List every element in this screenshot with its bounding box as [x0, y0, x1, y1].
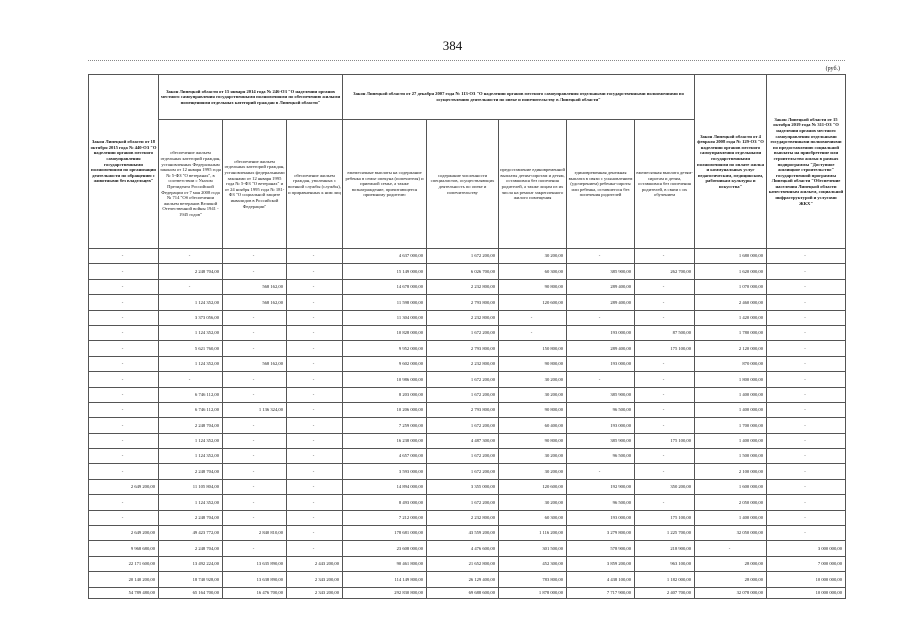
table-cell: 178 681 000,00: [343, 526, 427, 541]
table-cell: 2 343 200,00: [287, 572, 343, 587]
table-cell: -: [89, 418, 159, 433]
table-cell: -: [287, 510, 343, 525]
table-cell: 4 438 100,00: [567, 572, 635, 587]
table-cell: 65 164 700,00: [159, 587, 223, 598]
table-cell: 2 649 200,00: [89, 526, 159, 541]
table-cell: 90 800,00: [499, 279, 567, 294]
table-row: [89, 372, 846, 387]
table-cell: -: [89, 264, 159, 279]
table-row: [89, 479, 846, 494]
table-cell: -: [89, 433, 159, 448]
table-cell: -: [159, 249, 223, 264]
table-cell: 2 050 000,00: [695, 495, 767, 510]
table-cell: 1 700 000,00: [695, 418, 767, 433]
page-number: 384: [442, 38, 463, 53]
table-cell: 32 050 000,00: [695, 526, 767, 541]
table-cell: 289 400,00: [567, 341, 635, 356]
table-cell: 120 600,00: [499, 295, 567, 310]
table-cell: 568 162,00: [223, 356, 287, 371]
table-cell: -: [767, 387, 846, 402]
table-cell: 218 900,00: [635, 541, 695, 556]
table-row: [89, 572, 846, 587]
table-cell: 10 000 000,00: [767, 587, 846, 598]
table-cell: 2 100 000,00: [695, 464, 767, 479]
table-cell: -: [223, 372, 287, 387]
table-cell: -: [567, 372, 635, 387]
table-cell: -: [89, 464, 159, 479]
table-cell: -: [89, 387, 159, 402]
table-cell: -: [223, 387, 287, 402]
table-cell: 2 248 704,00: [159, 464, 223, 479]
table-cell: 385 900,00: [567, 264, 635, 279]
table-row: [89, 325, 846, 340]
table-cell: 96 500,00: [567, 449, 635, 464]
table-cell: 9 968 680,00: [89, 541, 159, 556]
table-cell: 2 232 800,00: [427, 356, 499, 371]
table-cell: 452 300,00: [499, 556, 567, 571]
table-cell: -: [89, 310, 159, 325]
table-cell: 11 598 000,00: [343, 295, 427, 310]
table-cell: 90 800,00: [499, 433, 567, 448]
table-cell: 2 649 200,00: [89, 479, 159, 494]
table-cell: 30 200,00: [499, 249, 567, 264]
table-cell: 4 476 600,00: [427, 541, 499, 556]
table-cell: 32 078 000,00: [695, 587, 767, 598]
table-cell: 175 100,00: [635, 341, 695, 356]
table-row: [89, 541, 846, 556]
table-cell: 1 780 000,00: [695, 325, 767, 340]
table-cell: 1 124 352,00: [159, 449, 223, 464]
table-cell: 1 124 352,00: [159, 295, 223, 310]
group-header-guardianship: Закон Липецкой области от 27 декабря 2007 года № 113-ОЗ "О наделении органов местного самоуправления отдельными государственными полномочиями по осуществлению деятельности по опеке и попечительству в Липецкой области": [343, 75, 695, 120]
table-cell: -: [89, 341, 159, 356]
table-cell: -: [287, 402, 343, 417]
table-cell: -: [635, 387, 695, 402]
table-cell: -: [89, 449, 159, 464]
table-cell: 30 200,00: [499, 449, 567, 464]
table-row: [89, 449, 846, 464]
table-cell: 22 171 600,00: [89, 556, 159, 571]
table-cell: 1 400 000,00: [695, 510, 767, 525]
table-cell: -: [635, 372, 695, 387]
table-cell: 18 740 928,00: [159, 572, 223, 587]
table-cell: -: [767, 372, 846, 387]
table-cell: 10 000 000,00: [767, 572, 846, 587]
table-cell: -: [767, 341, 846, 356]
table-cell: 2 840 810,00: [223, 526, 287, 541]
table-cell: 96 500,00: [567, 402, 635, 417]
table-cell: 13 492 224,00: [159, 556, 223, 571]
table-cell: -: [89, 495, 159, 510]
table-cell: 2 443 200,00: [287, 556, 343, 571]
table-cell: -: [635, 356, 695, 371]
table-cell: 26 129 400,00: [427, 572, 499, 587]
table-cell: 8 203 000,00: [343, 387, 427, 402]
table-body: [89, 249, 846, 599]
table-cell: -: [223, 464, 287, 479]
table-cell: -: [287, 372, 343, 387]
table-cell: 13 635 890,00: [223, 556, 287, 571]
table-cell: -: [223, 249, 287, 264]
table-cell: -: [635, 249, 695, 264]
table-cell: 6 026 700,00: [427, 264, 499, 279]
table-cell: -: [223, 449, 287, 464]
table-cell: 1 672 200,00: [427, 495, 499, 510]
table-cell: -: [767, 325, 846, 340]
table-cell: 10 206 000,00: [343, 402, 427, 417]
table-row: [89, 402, 846, 417]
table-cell: 21 652 800,00: [427, 556, 499, 571]
table-cell: -: [89, 510, 159, 525]
table-cell: -: [287, 479, 343, 494]
table-cell: 1 600 000,00: [695, 479, 767, 494]
table-cell: 1 680 000,00: [695, 249, 767, 264]
table-cell: 6 746 112,00: [159, 402, 223, 417]
table-cell: -: [767, 295, 846, 310]
table-cell: 150 800,00: [499, 341, 567, 356]
table-cell: 292 830 800,00: [343, 587, 427, 598]
table-cell: 60 400,00: [499, 418, 567, 433]
table-cell: -: [499, 325, 567, 340]
col-header-9: Закон Липецкой области от 4 февраля 2008 года № 129-ОЗ "О наделении органов местного самоуправления отдельными государственными полномочиями по оплате жилья и коммунальных услуг педагогическим, медицинским, работникам культуры и искусства": [695, 75, 767, 249]
table-cell: -: [567, 249, 635, 264]
table-row: [89, 341, 846, 356]
table-cell: 1 124 352,00: [159, 325, 223, 340]
col-header-0: Закон Липецкой области от 18 октября 2015 года № 440-ОЗ "О наделении органов местного самоуправления государственными полномочиями по организации деятельности по обращению с животными без владельцев": [89, 75, 159, 249]
table-row: [89, 279, 846, 294]
col-header-4: ежемесячные выплаты на содержание ребенка в семье опекуна (попечителя) и приемной семье, а также вознаграждение, причитающееся приемному родителю: [343, 120, 427, 249]
table-row: [89, 418, 846, 433]
table-cell: 3 355 000,00: [427, 479, 499, 494]
table-row: [89, 587, 846, 598]
table-cell: -: [635, 418, 695, 433]
table-cell: 1 672 200,00: [427, 387, 499, 402]
table-cell: 193 000,00: [567, 510, 635, 525]
table-cell: 7 000 000,00: [767, 556, 846, 571]
table-cell: -: [223, 264, 287, 279]
table-cell: 60 300,00: [499, 510, 567, 525]
table-cell: -: [499, 310, 567, 325]
table-cell: -: [767, 279, 846, 294]
table-cell: 9 602 000,00: [343, 356, 427, 371]
col-header-8: ежемесячная выплата детям-сиротам и детям, оставшимся без попечения родителей, в связи с их обучением: [635, 120, 695, 249]
table-cell: 30 200,00: [499, 495, 567, 510]
table-cell: 1 672 200,00: [427, 449, 499, 464]
table-cell: -: [767, 310, 846, 325]
table-cell: 2 793 800,00: [427, 295, 499, 310]
table-cell: 87 500,00: [635, 325, 695, 340]
table-cell: -: [767, 526, 846, 541]
table-cell: -: [767, 510, 846, 525]
table-cell: 350 200,00: [635, 479, 695, 494]
table-cell: -: [767, 249, 846, 264]
table-cell: 8 493 000,00: [343, 495, 427, 510]
table-cell: 7 212 000,00: [343, 510, 427, 525]
table-cell: -: [287, 295, 343, 310]
table-cell: 96 500,00: [567, 495, 635, 510]
table-row: [89, 556, 846, 571]
table-cell: -: [287, 310, 343, 325]
table-cell: -: [89, 249, 159, 264]
table-cell: -: [89, 402, 159, 417]
table-row: [89, 295, 846, 310]
table-cell: -: [287, 433, 343, 448]
table-cell: -: [287, 341, 343, 356]
table-cell: -: [635, 449, 695, 464]
table-cell: -: [287, 541, 343, 556]
table-cell: 11 105 804,00: [159, 479, 223, 494]
table-cell: 90 800,00: [499, 356, 567, 371]
table-cell: 1 116 200,00: [499, 526, 567, 541]
table-cell: -: [89, 372, 159, 387]
table-cell: 7 717 900,00: [567, 587, 635, 598]
table-cell: -: [287, 279, 343, 294]
table-cell: 1 182 000,00: [635, 572, 695, 587]
table-cell: -: [767, 449, 846, 464]
table-cell: 2 232 800,00: [427, 310, 499, 325]
table-cell: 13 638 890,00: [223, 572, 287, 587]
table-cell: 11 304 000,00: [343, 310, 427, 325]
table-cell: 385 900,00: [567, 433, 635, 448]
table-cell: 6 746 112,00: [159, 387, 223, 402]
table-row: [89, 310, 846, 325]
table-cell: -: [223, 310, 287, 325]
table-cell: 1 400 000,00: [695, 387, 767, 402]
table-cell: 289 400,00: [567, 295, 635, 310]
table-cell: 568 162,00: [223, 279, 287, 294]
header-dotted-line: [88, 60, 845, 69]
col-header-6: предоставление единовременной выплаты детям-сиротам и детям, оставшимся без попечения родителей, а также лицам из их числа на ремонт закрепленного жилого помещения: [499, 120, 567, 249]
table-row: [89, 510, 846, 525]
table-cell: -: [767, 433, 846, 448]
table-cell: 1 070 000,00: [695, 279, 767, 294]
table-cell: 1 620 000,00: [695, 264, 767, 279]
table-cell: 1 672 200,00: [427, 418, 499, 433]
table-cell: 10 828 000,00: [343, 325, 427, 340]
table-cell: -: [635, 464, 695, 479]
table-cell: 90 461 800,00: [343, 556, 427, 571]
table-cell: -: [767, 479, 846, 494]
table-cell: -: [287, 264, 343, 279]
table-cell: -: [287, 387, 343, 402]
table-cell: 5 621 760,00: [159, 341, 223, 356]
table-cell: 1 136 324,00: [223, 402, 287, 417]
table-cell: 963 100,00: [635, 556, 695, 571]
table-cell: 262 700,00: [635, 264, 695, 279]
table-cell: -: [635, 279, 695, 294]
table-cell: 1 672 200,00: [427, 249, 499, 264]
table-cell: 578 900,00: [567, 541, 635, 556]
table-cell: 2 232 800,00: [427, 510, 499, 525]
table-cell: 14 894 000,00: [343, 479, 427, 494]
table-cell: 193 000,00: [567, 356, 635, 371]
table-cell: 1 124 352,00: [159, 356, 223, 371]
table-cell: -: [567, 310, 635, 325]
table-cell: -: [89, 356, 159, 371]
table-cell: -: [287, 495, 343, 510]
table-cell: 1 672 200,00: [427, 325, 499, 340]
table-cell: 2 248 704,00: [159, 264, 223, 279]
table-cell: 120 600,00: [499, 479, 567, 494]
table-cell: 49 423 772,00: [159, 526, 223, 541]
table-cell: 1 124 352,00: [159, 433, 223, 448]
table-cell: 30 200,00: [499, 387, 567, 402]
table-cell: -: [223, 495, 287, 510]
table-cell: 4 487 300,00: [427, 433, 499, 448]
table-cell: 1 672 200,00: [427, 464, 499, 479]
table-cell: 54 789 480,00: [89, 587, 159, 598]
table-cell: 15 149 000,00: [343, 264, 427, 279]
table-cell: 3 373 056,00: [159, 310, 223, 325]
table-cell: 1 800 000,00: [695, 372, 767, 387]
table-cell: 23 608 000,00: [343, 541, 427, 556]
table-cell: -: [287, 449, 343, 464]
group-header-housing: Закон Липецкой области от 15 января 2014 года № 246-ОЗ "О наделении органов местного самоуправления государственными полномочиями по обеспечению жилыми помещениями отдельных категорий граждан в Липецкой области": [159, 75, 343, 120]
table-cell: 2 248 704,00: [159, 418, 223, 433]
table-cell: -: [767, 464, 846, 479]
table-cell: -: [287, 356, 343, 371]
table-row: [89, 495, 846, 510]
table-cell: 1 500 000,00: [695, 449, 767, 464]
table-cell: -: [223, 479, 287, 494]
table-cell: 3 279 800,00: [567, 526, 635, 541]
table-cell: -: [223, 341, 287, 356]
table-cell: 60 300,00: [499, 264, 567, 279]
table-cell: -: [89, 295, 159, 310]
table-cell: -: [159, 279, 223, 294]
table-cell: 43 559 200,00: [427, 526, 499, 541]
table-cell: 3 593 000,00: [343, 464, 427, 479]
table-cell: -: [767, 264, 846, 279]
table-cell: 2 120 000,00: [695, 341, 767, 356]
table-cell: 20 140 200,00: [89, 572, 159, 587]
table-cell: -: [223, 510, 287, 525]
table-cell: 1 400 000,00: [695, 433, 767, 448]
table-cell: 28 000,00: [695, 572, 767, 587]
table-cell: -: [767, 402, 846, 417]
table-cell: 2 248 704,00: [159, 510, 223, 525]
table-cell: 301 500,00: [499, 541, 567, 556]
table-cell: 7 259 000,00: [343, 418, 427, 433]
table-cell: 30 200,00: [499, 464, 567, 479]
table-cell: 193 000,00: [567, 325, 635, 340]
col-header-7: единовременная денежная выплата в связи с усыновлением (удочерением) ребенка-сироты или ребенка, оставшегося без попечения родителей: [567, 120, 635, 249]
table-cell: 2 248 704,00: [159, 541, 223, 556]
table-cell: 28 000,00: [695, 556, 767, 571]
table-cell: 16 476 700,00: [223, 587, 287, 598]
table-cell: 783 800,00: [499, 572, 567, 587]
table-cell: 14 678 000,00: [343, 279, 427, 294]
table-cell: -: [223, 541, 287, 556]
table-row: [89, 264, 846, 279]
table-cell: -: [89, 325, 159, 340]
table-cell: 193 000,00: [567, 418, 635, 433]
table-cell: 2 460 000,00: [695, 295, 767, 310]
table-cell: 870 000,00: [695, 356, 767, 371]
table-cell: 175 100,00: [635, 510, 695, 525]
table-cell: -: [223, 433, 287, 448]
table-cell: 30 200,00: [499, 372, 567, 387]
table-cell: 2 407 700,00: [635, 587, 695, 598]
table-cell: 1 878 000,00: [499, 587, 567, 598]
table-cell: -: [635, 295, 695, 310]
table-cell: -: [89, 279, 159, 294]
table-cell: -: [635, 495, 695, 510]
col-header-3: обеспечение жильем граждан, уволенных с военной службы (службы), и приравненных к ним лиц: [287, 120, 343, 249]
unit-label: (руб.): [825, 66, 840, 72]
table-cell: 568 162,00: [223, 295, 287, 310]
table-cell: 175 100,00: [635, 433, 695, 448]
table-cell: -: [767, 495, 846, 510]
table-cell: 2 793 800,00: [427, 402, 499, 417]
table-cell: 114 149 800,00: [343, 572, 427, 587]
table-cell: 69 688 600,00: [427, 587, 499, 598]
table-row: [89, 387, 846, 402]
col-header-5: содержание численности специалистов, осуществляющих деятельность по опеке и попечительству: [427, 120, 499, 249]
budget-table: [88, 74, 846, 599]
table-cell: -: [567, 464, 635, 479]
table-row: [89, 433, 846, 448]
table-cell: -: [287, 464, 343, 479]
table-cell: 192 900,00: [567, 479, 635, 494]
table-row: [89, 356, 846, 371]
table-cell: -: [767, 418, 846, 433]
table-cell: 1 225 700,00: [635, 526, 695, 541]
table-cell: 9 952 000,00: [343, 341, 427, 356]
table-cell: 1 420 000,00: [695, 310, 767, 325]
table-cell: 3 859 200,00: [567, 556, 635, 571]
table-cell: -: [287, 325, 343, 340]
table-cell: 289 400,00: [567, 279, 635, 294]
table-cell: -: [287, 249, 343, 264]
table-cell: 3 000 000,00: [767, 541, 846, 556]
table-cell: 4 657 000,00: [343, 449, 427, 464]
table-row: [89, 464, 846, 479]
table-row: [89, 249, 846, 264]
table-cell: 2 793 800,00: [427, 341, 499, 356]
table-cell: 2 343 200,00: [287, 587, 343, 598]
table-cell: 385 900,00: [567, 387, 635, 402]
table-cell: -: [287, 418, 343, 433]
table-row: [89, 526, 846, 541]
table-cell: 2 232 800,00: [427, 279, 499, 294]
table-cell: -: [159, 372, 223, 387]
table-cell: -: [287, 526, 343, 541]
col-header-2: обеспечение жильем отдельных категорий граждан, установленных федеральными законами от 12 января 1995 года № 5-ФЗ "О ветеранах" и от 24 ноября 1995 года № 181-ФЗ "О социальной защите инвалидов в Российской Федерации": [223, 120, 287, 249]
table-cell: -: [635, 310, 695, 325]
table-cell: -: [695, 541, 767, 556]
table-cell: 90 800,00: [499, 402, 567, 417]
table-cell: 10 986 000,00: [343, 372, 427, 387]
table-cell: -: [767, 356, 846, 371]
table-cell: 16 238 000,00: [343, 433, 427, 448]
table-cell: -: [223, 325, 287, 340]
col-header-10: Закон Липецкой области от 15 октября 2019 года № 311-ОЗ "О наделении органов местного самоуправления отдельными государственными полномочиями по предоставлению социальной выплаты на приобретение или строительство жилья в рамках подпрограммы "Доступное жилищное строительство" государственной программы Липецкой области "Обеспечение населения Липецкой области качественным жильем, социальной инфраструктурой и услугами ЖКХ": [767, 75, 846, 249]
table-cell: 1 124 352,00: [159, 495, 223, 510]
table-cell: -: [635, 402, 695, 417]
table-cell: 1 400 000,00: [695, 402, 767, 417]
table-cell: -: [223, 418, 287, 433]
table-cell: 1 672 200,00: [427, 372, 499, 387]
table-cell: 4 637 000,00: [343, 249, 427, 264]
col-header-1: обеспечение жильем отдельных категорий граждан, установленных Федеральным законом от 12 января 1995 года № 5-ФЗ "О ветеранах", в соответствии с Указом Президента Российской Федерации от 7 мая 2008 года № 714 "Об обеспечении жильем ветеранов Великой Отечественной войны 1941 - 1945 годов": [159, 120, 223, 249]
